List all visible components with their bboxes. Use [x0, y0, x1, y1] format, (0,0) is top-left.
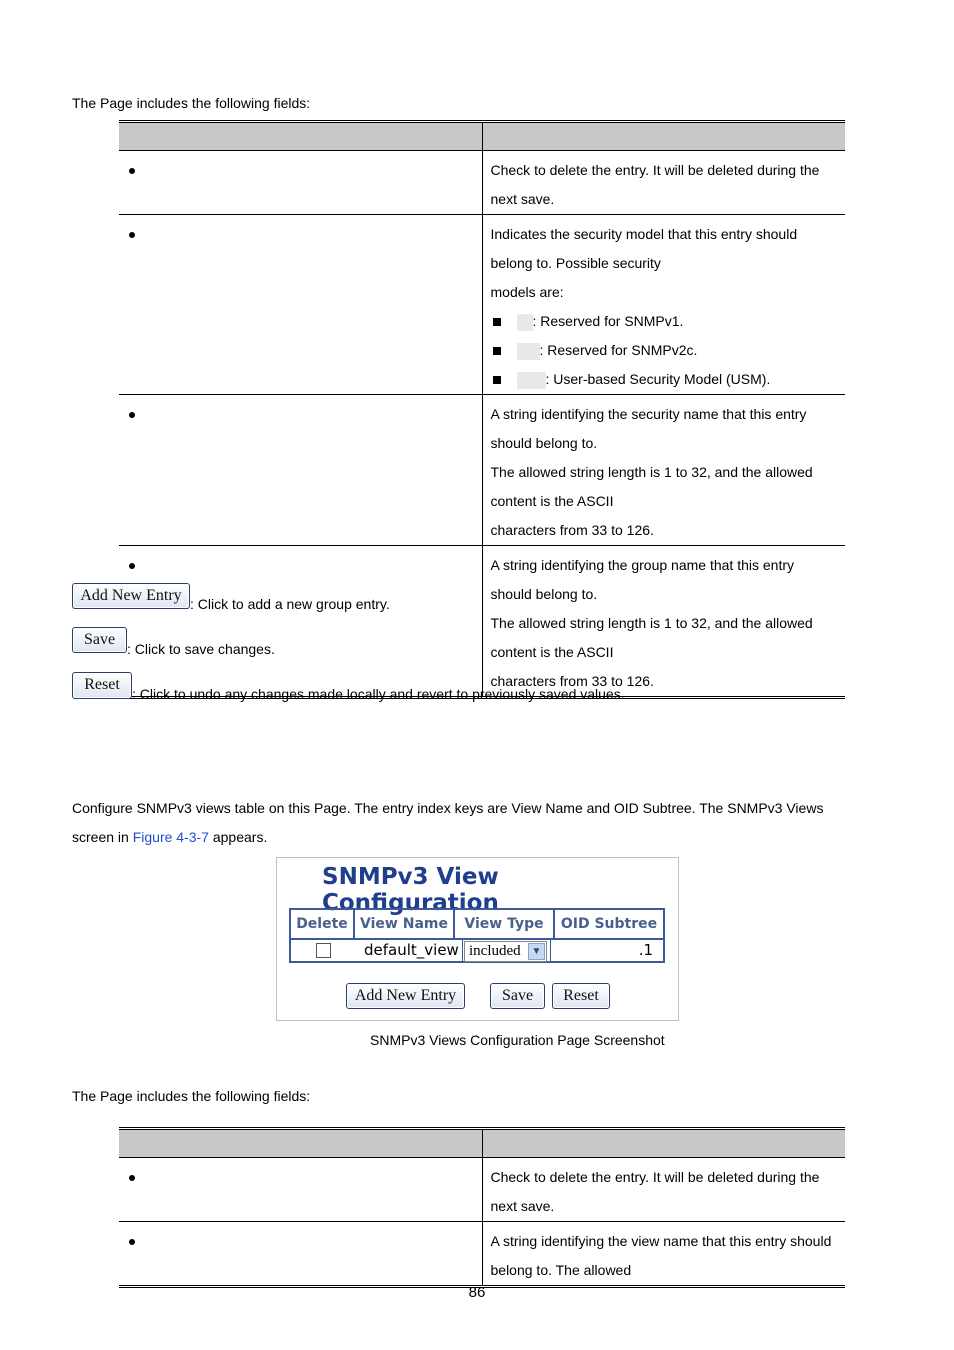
fields-table-1 — [119, 120, 845, 699]
table-header — [119, 1129, 845, 1158]
row-description: Indicates the security model that this entry should belong to. Possible security — [490, 226, 798, 271]
header-view-type: View Type — [455, 910, 555, 938]
row-description: A string identifying the view name that this entry should belong to. The allowed — [482, 1222, 845, 1287]
row-description: A string identifying the group name that this entry should belong to. — [490, 557, 795, 602]
views-intro-line1: Configure SNMPv3 views table on this Page. The entry index keys are View Name and OID Subtree. The SNMPv3 Views — [72, 800, 824, 816]
table-row — [119, 395, 845, 546]
views-table — [289, 908, 665, 963]
square-bullet-icon — [493, 318, 501, 326]
row-description: Check to delete the entry. It will be deleted during the next save. — [482, 1158, 845, 1222]
fields-intro-2: The Page includes the following fields: — [72, 1088, 311, 1104]
fields-intro-1: The Page includes the following fields: — [72, 95, 311, 111]
row-description: The allowed string length is 1 to 32, and the allowed content is the ASCII — [490, 464, 813, 509]
figure-caption: SNMPv3 Views Configuration Page Screenshot — [370, 1032, 665, 1048]
row-description: characters from 33 to 126. — [490, 522, 654, 538]
delete-checkbox[interactable] — [316, 943, 331, 958]
save-description: : Click to save changes. — [127, 641, 275, 657]
model-item: : Reserved for SNMPv2c. — [491, 336, 838, 365]
bullet-icon — [129, 232, 135, 238]
row-description: Check to delete the entry. It will be deleted during the next save. — [482, 151, 845, 215]
oid-subtree-value: .1 — [638, 941, 653, 959]
table-row — [119, 1158, 845, 1222]
row-description: The allowed string length is 1 to 32, and the allowed content is the ASCII — [490, 615, 813, 660]
add-new-entry-button[interactable]: Add New Entry — [72, 583, 190, 609]
save-button[interactable]: Save — [490, 983, 545, 1009]
save-button[interactable]: Save — [72, 627, 127, 653]
add-new-entry-description: : Click to add a new group entry. — [190, 596, 390, 612]
view-name-value: default_view — [364, 941, 459, 959]
model-item: : Reserved for SNMPv1. — [491, 307, 838, 336]
chevron-down-icon: ▼ — [528, 943, 545, 960]
header-delete: Delete — [291, 910, 355, 938]
reset-description: : Click to undo any changes made locally and revert to previously saved values. — [132, 686, 625, 702]
screenshot-title: SNMPv3 View Configuration — [322, 864, 499, 916]
bullet-icon — [129, 1175, 135, 1181]
bullet-icon — [129, 168, 135, 174]
bullet-icon — [129, 563, 135, 569]
table-row — [119, 215, 845, 395]
page-number: 86 — [468, 1284, 486, 1301]
bullet-icon — [129, 1239, 135, 1245]
fields-table-2 — [119, 1127, 845, 1288]
table-row — [119, 546, 845, 698]
row-description: models are: — [490, 284, 564, 300]
row-description: characters from 33 to 126. — [490, 673, 654, 689]
table-row — [119, 1222, 845, 1287]
header-oid-subtree: OID Subtree — [560, 916, 658, 932]
model-item: : User-based Security Model (USM). — [491, 365, 838, 394]
view-config-screenshot — [276, 857, 679, 1021]
views-intro-line2: screen in Figure 4-3-7 appears. — [72, 829, 268, 845]
add-new-entry-button[interactable]: Add New Entry — [346, 983, 465, 1009]
table-header — [291, 910, 663, 940]
view-type-select[interactable]: included ▼ — [464, 941, 547, 962]
table-row — [291, 940, 663, 963]
figure-link[interactable]: Figure 4-3-7 — [132, 829, 209, 845]
table-header — [119, 122, 845, 151]
header-view-name: View Name — [355, 910, 455, 938]
table-row — [119, 151, 845, 215]
reset-button[interactable]: Reset — [552, 983, 610, 1009]
bullet-icon — [129, 412, 135, 418]
square-bullet-icon — [493, 376, 501, 384]
square-bullet-icon — [493, 347, 501, 355]
reset-button[interactable]: Reset — [72, 672, 132, 699]
row-description: A string identifying the security name that this entry should belong to. — [490, 406, 807, 451]
